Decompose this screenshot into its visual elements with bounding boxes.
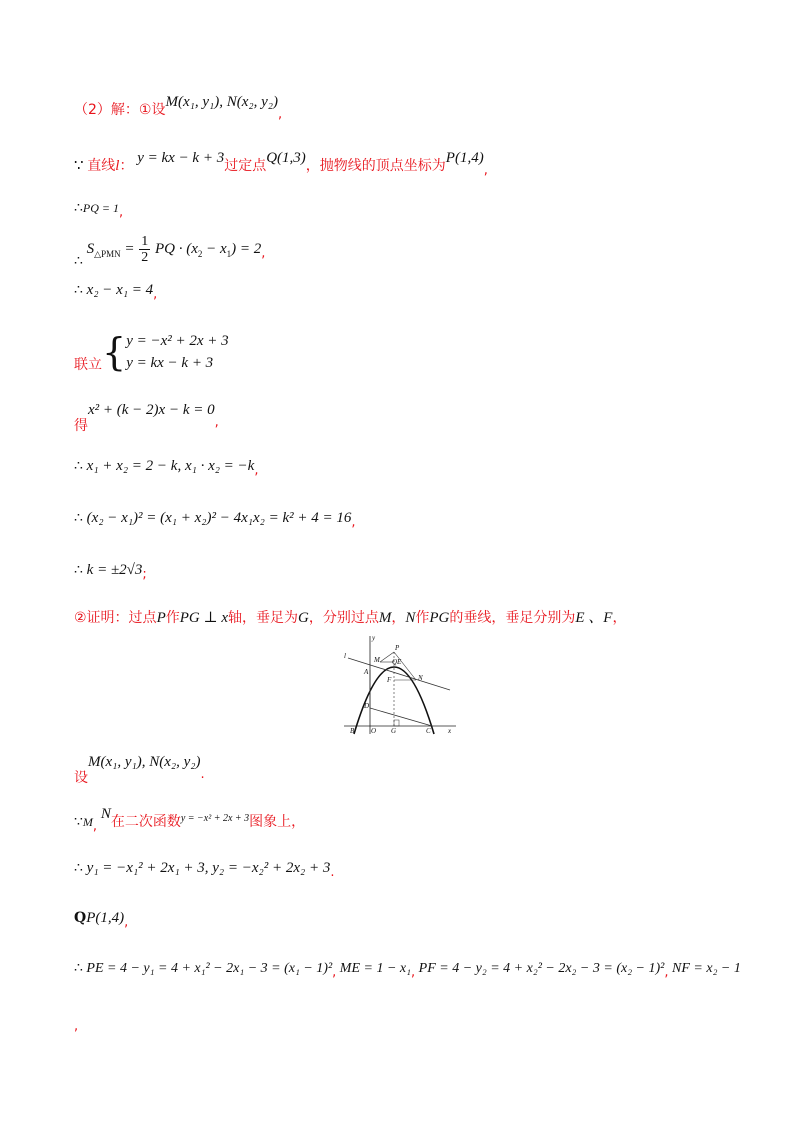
line-square: ∴ (x₂ − x₁)² = (x₁ + x₂)² − 4x₁x₂ = k² + 4 = 16,	[74, 510, 356, 530]
line-vieta: ∴ x₁ + x₂ = 2 − k, x₁ · x₂ = −k,	[74, 458, 259, 478]
math-mn-coords: M(x₁, y₁), N(x₂, y₂)	[165, 94, 278, 110]
parabola-figure	[340, 630, 460, 740]
line-y-values: ∴ y₁ = −x₁² + 2x₁ + 3, y₂ = −x₂² + 2x₂ + 3.	[74, 860, 335, 880]
step-2-setup: （2）解：①设M(x₁, y₁), N(x₂, y₂),	[74, 94, 283, 122]
trailing-comma: ,	[74, 1019, 79, 1034]
line-system: 联立{ y = −x² + 2x + 3 y = kx − k + 3	[74, 330, 229, 374]
point-q: Q(1,3)	[266, 150, 306, 166]
line-p: QP(1,4),	[74, 910, 129, 930]
label-n: N	[418, 674, 423, 682]
vertex-p: P(1,4)	[445, 150, 484, 166]
line-area: ∴ $S_{\triangle PMN}$ = $\frac{1}{2}$ PQ · $(x_2 - x_1) = 2$,	[74, 234, 266, 269]
label-g: G	[391, 727, 397, 735]
label-f: F	[387, 676, 392, 684]
label-l: l	[344, 652, 346, 660]
label-q: Q	[392, 658, 398, 666]
label-b: B	[350, 727, 355, 735]
line-pq: ∴PQ = 1,	[74, 200, 124, 220]
line-dc	[370, 708, 432, 726]
label-c: C	[426, 727, 431, 735]
label-m: M	[374, 656, 380, 664]
line-fixed-point: ∵ 直线l： y = kx − k + 3过定点Q(1,3)，抛物线的顶点坐标为P(1,4),	[74, 150, 488, 178]
line-diff: ∴ x₂ − x₁ = 4,	[74, 282, 158, 302]
line-segments: ∴ PE = 4 − y₁ = 4 + x₁² − 2x₁ − 3 = (x₁ − 1)², ME = 1 − x₁, PF = 4 − y₂ = 4 + x₂² − 2x₂ − 3 = (x₂ − 1)², NF = x₂ − 1	[74, 960, 741, 980]
label-o: O	[371, 727, 377, 735]
line-on-graph: ∵M, N在二次函数$^{y = -x^2 + 2x + 3}$图象上，	[74, 806, 306, 834]
label-y: y	[372, 634, 376, 642]
proof-intro: ②证明：过点P作PG ⊥ x轴，垂足为G，分别过点M，N作PG的垂线，垂足分别为E 、F，	[74, 610, 627, 626]
line-quadratic: 得x² + (k − 2)x − k = 0,	[74, 402, 219, 434]
label-d: D	[364, 702, 370, 710]
label-p: P	[395, 644, 400, 652]
label-x: x	[448, 727, 452, 735]
label-a: A	[364, 668, 369, 676]
label-e: E	[397, 658, 402, 666]
line-equation: y = kx − k + 3	[137, 150, 225, 166]
solution-label: （2）解：①设	[74, 102, 166, 118]
line-k-value: ∴ k = ±2√3;	[74, 562, 147, 582]
line-set-mn: 设M(x₁, y₁), N(x₂, y₂).	[74, 754, 205, 786]
because-symbol: ∵	[74, 158, 84, 174]
